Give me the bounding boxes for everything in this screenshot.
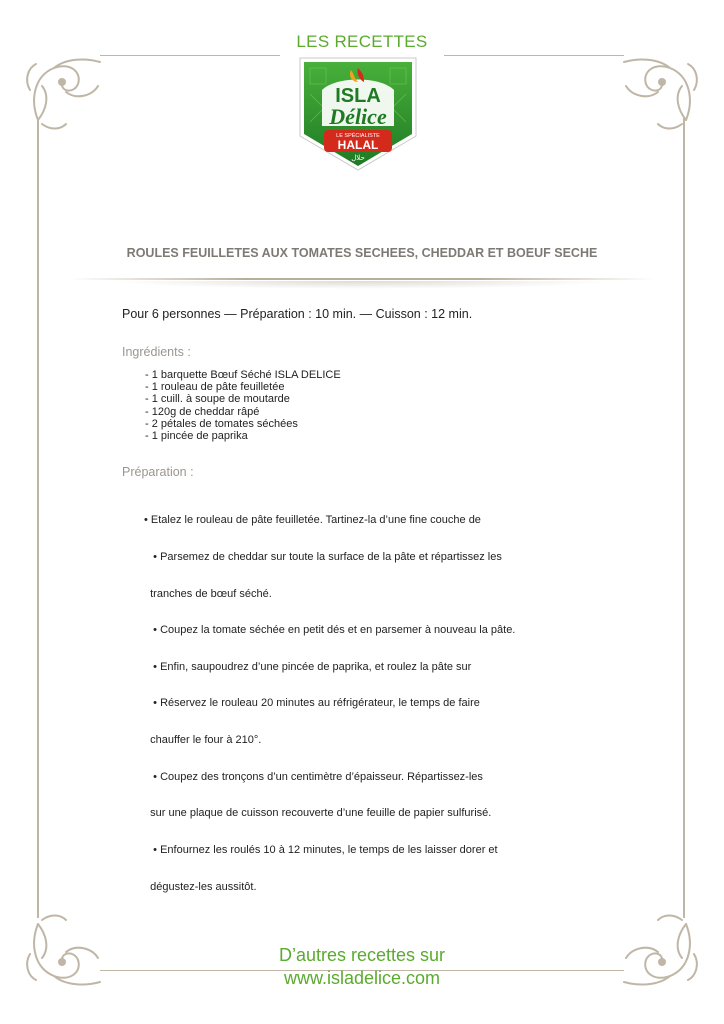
preparation-line: • Coupez des tronçons d’un centimètre d’épaisseur. Répartissez-les <box>144 770 483 783</box>
ingredient-item: - 1 cuill. à soupe de moutarde <box>145 393 290 406</box>
ingredient-item: - 1 pincée de paprika <box>145 430 248 443</box>
corner-ornament-top-right <box>614 50 704 140</box>
isla-delice-logo <box>296 54 420 174</box>
footer-text: D’autres recettes sur <box>278 945 446 965</box>
logo-line2: Délice <box>329 104 387 129</box>
title-divider-shadow <box>110 281 614 289</box>
corner-ornament-top-left <box>20 50 110 140</box>
preparation-line: • Parsemez de cheddar sur toute la surface de la pâte et répartissez les <box>144 551 502 564</box>
preparation-line: tranches de bœuf séché. <box>144 587 272 600</box>
ingredient-item: - 1 rouleau de pâte feuilletée <box>145 381 285 394</box>
logo-line3: LE SPÉCIALISTE <box>336 133 380 139</box>
ingredients-list <box>145 369 341 442</box>
ingredients-label: Ingrédients : <box>122 345 191 359</box>
frame-left-line <box>37 118 39 918</box>
preparation-line: sur une plaque de cuisson recouverte d’une feuille de papier sulfurisé. <box>144 807 492 820</box>
title-divider <box>70 278 654 280</box>
logo-line5: حلال <box>351 154 365 162</box>
preparation-line: • Enfin, saupoudrez d’une pincée de paprika, et roulez la pâte sur <box>144 660 472 673</box>
preparation-line: • Réservez le rouleau 20 minutes au réfrigérateur, le temps de faire <box>144 697 480 710</box>
ingredient-item: - 1 barquette Bœuf Séché ISLA DELICE <box>145 369 341 381</box>
frame-top-right-line <box>444 55 624 56</box>
preparation-line: • Coupez la tomate séchée en petit dés et en parsemer à nouveau la pâte. <box>144 624 516 637</box>
recipe-meta: Pour 6 personnes — Préparation : 10 min. — Cuisson : 12 min. <box>122 307 473 321</box>
ingredient-item: - 120g de cheddar râpé <box>145 405 260 418</box>
preparation-line: • Enfournez les roulés 10 à 12 minutes, le temps de les laisser dorer et <box>144 843 498 856</box>
preparation-label: Préparation : <box>122 465 194 479</box>
footer <box>0 944 724 990</box>
frame-right-line <box>683 118 685 918</box>
ingredient-item: - 2 pétales de tomates séchées <box>145 417 298 430</box>
logo-line1: ISLA <box>335 85 381 107</box>
header-title: LES RECETTES <box>296 32 428 51</box>
preparation-line: dégustez-les aussitôt. <box>144 880 257 893</box>
frame-top-left-line <box>100 55 280 56</box>
preparation-steps <box>144 490 544 905</box>
preparation-line: • Etalez le rouleau de pâte feuilletée. Tartinez-la d’une fine couche de <box>144 514 481 527</box>
logo-line4: HALAL <box>337 138 379 152</box>
recipe-title: ROULES FEUILLETES AUX TOMATES SECHEES, CHEDDAR ET BOEUF SECHE <box>126 246 598 260</box>
footer-website-link[interactable]: www.isladelice.com <box>283 968 441 988</box>
preparation-line: chauffer le four à 210°. <box>144 734 262 747</box>
